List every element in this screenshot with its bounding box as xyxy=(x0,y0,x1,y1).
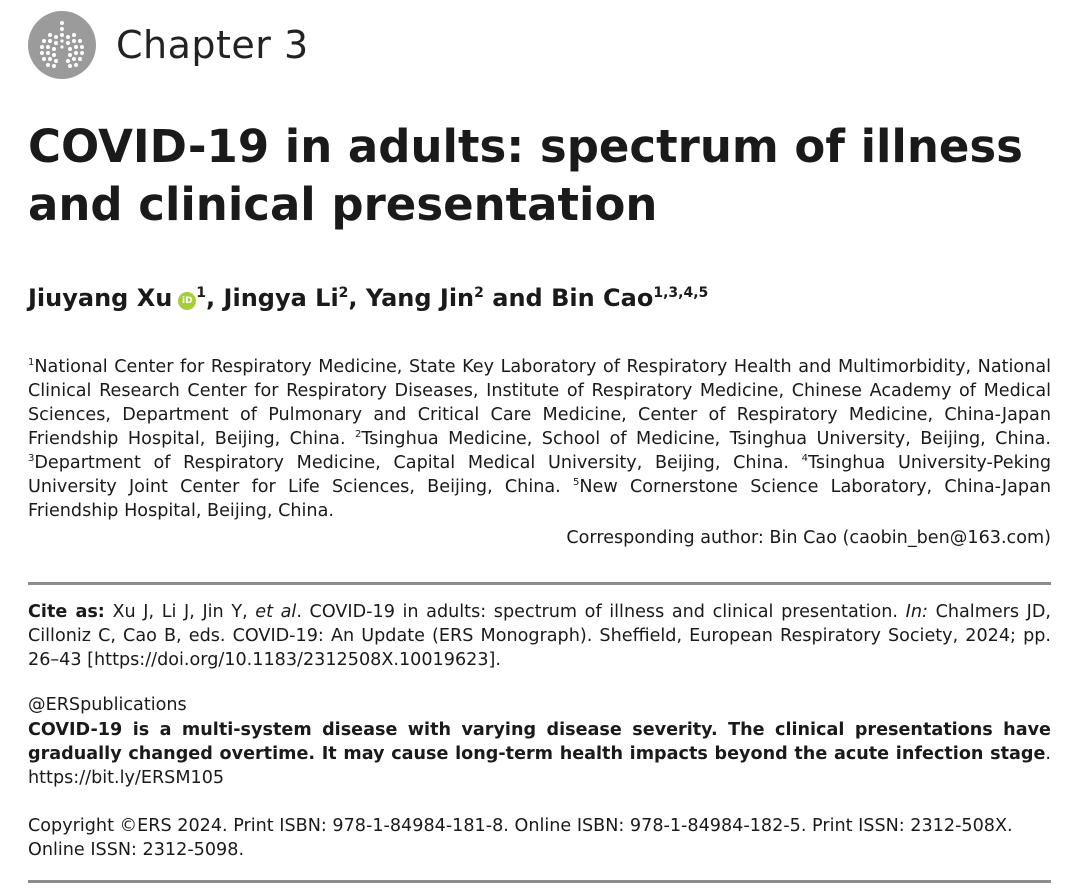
affiliation-text: New Cornerstone Science Laboratory, China-Japan Friendship Hospital, Beijing, China. xyxy=(28,477,1051,521)
author-name[interactable]: Yang Jin xyxy=(365,284,475,312)
cite-as-block xyxy=(28,600,1051,672)
affiliations xyxy=(28,355,1051,523)
affiliation-text: Department of Respiratory Medicine, Capital Medical University, Beijing, China. xyxy=(34,453,789,473)
author-name[interactable]: Jingya Li xyxy=(223,284,339,312)
author-name[interactable]: Bin Cao xyxy=(551,284,654,312)
author-separator: , xyxy=(348,284,366,312)
tweet-text xyxy=(28,718,1051,790)
lungs-dots-icon xyxy=(28,11,96,79)
affiliation-number: 5 xyxy=(573,477,580,489)
cite-label: Cite as: xyxy=(28,602,105,622)
affiliation-number: 4 xyxy=(801,453,809,465)
author-separator: and xyxy=(483,284,552,312)
author-list xyxy=(28,284,708,312)
affiliation-text: Tsinghua University-Peking University Joint Center for Life Sciences, Beijing, China. xyxy=(28,453,1052,497)
article-title: COVID-19 in adults: spectrum of illness and clinical presentation xyxy=(28,120,1023,231)
affiliation-text: National Center for Respiratory Medicine, State Key Laboratory of Respiratory Health and Multimorbidity, National Clinical Research Center for Respiratory Diseases, Institute of Respiratory Medicine, Chinese Academy of Medical Sciences, Department of Pulmonary and Critical Care Medicine, Center of Respiratory Medicine, China-Japan Friendship Hospital, Beijing, China. xyxy=(28,357,1051,449)
author-affiliation-sup: 1 xyxy=(196,285,207,301)
affiliation-number: 1 xyxy=(28,357,35,369)
author-affiliation-sup: 1,3,4,5 xyxy=(653,285,709,301)
cite-title: . COVID-19 in adults: spectrum of illness and clinical presentation. xyxy=(296,602,906,622)
twitter-handle[interactable]: @ERSpublications xyxy=(28,695,187,715)
chapter-label: Chapter 3 xyxy=(116,23,309,67)
cite-authors: Xu J, Li J, Jin Y, xyxy=(104,602,256,622)
copyright-notice: Copyright ©ERS 2024. Print ISBN: 978-1-84984-181-8. Online ISBN: 978-1-84984-182-5. Print ISSN: 2312-508X. Online ISSN: 2312-5098. xyxy=(28,816,1013,860)
author-separator: , xyxy=(206,284,224,312)
author-affiliation-sup: 2 xyxy=(338,285,349,301)
author-name[interactable]: Jiuyang Xu xyxy=(28,284,173,312)
affiliation-number: 2 xyxy=(355,429,362,441)
tweet-bold-text: COVID-19 is a multi-system disease with varying disease severity. The clinical presentations have gradually changed overtime. It may cause long-term health impacts beyond the acute infection stage xyxy=(28,720,1051,764)
divider-top xyxy=(28,582,1051,585)
orcid-icon[interactable]: iD xyxy=(178,292,196,310)
cite-rest[interactable]: Chalmers JD, Cilloniz C, Cao B, eds. COVID-19: An Update (ERS Monograph). Sheffield, European Respiratory Society, 2024; pp. 26–43 [https://doi.org/10.1183/2312508X.10019623]. xyxy=(28,602,1052,670)
affiliation-number: 3 xyxy=(28,453,35,465)
author-affiliation-sup: 2 xyxy=(474,285,484,301)
cite-etal: et al xyxy=(255,602,297,622)
cite-in-label: In: xyxy=(905,602,928,622)
tweet-link[interactable]: . https://bit.ly/ERSM105 xyxy=(28,744,1051,788)
chapter-header xyxy=(28,10,309,80)
divider-bottom xyxy=(28,880,1051,883)
corresponding-author[interactable]: Corresponding author: Bin Cao (caobin_ben@163.com) xyxy=(566,528,1051,548)
lungs-dots-graphic xyxy=(28,11,96,79)
affiliation-text: Tsinghua Medicine, School of Medicine, Tsinghua University, Beijing, China. xyxy=(361,429,1052,449)
